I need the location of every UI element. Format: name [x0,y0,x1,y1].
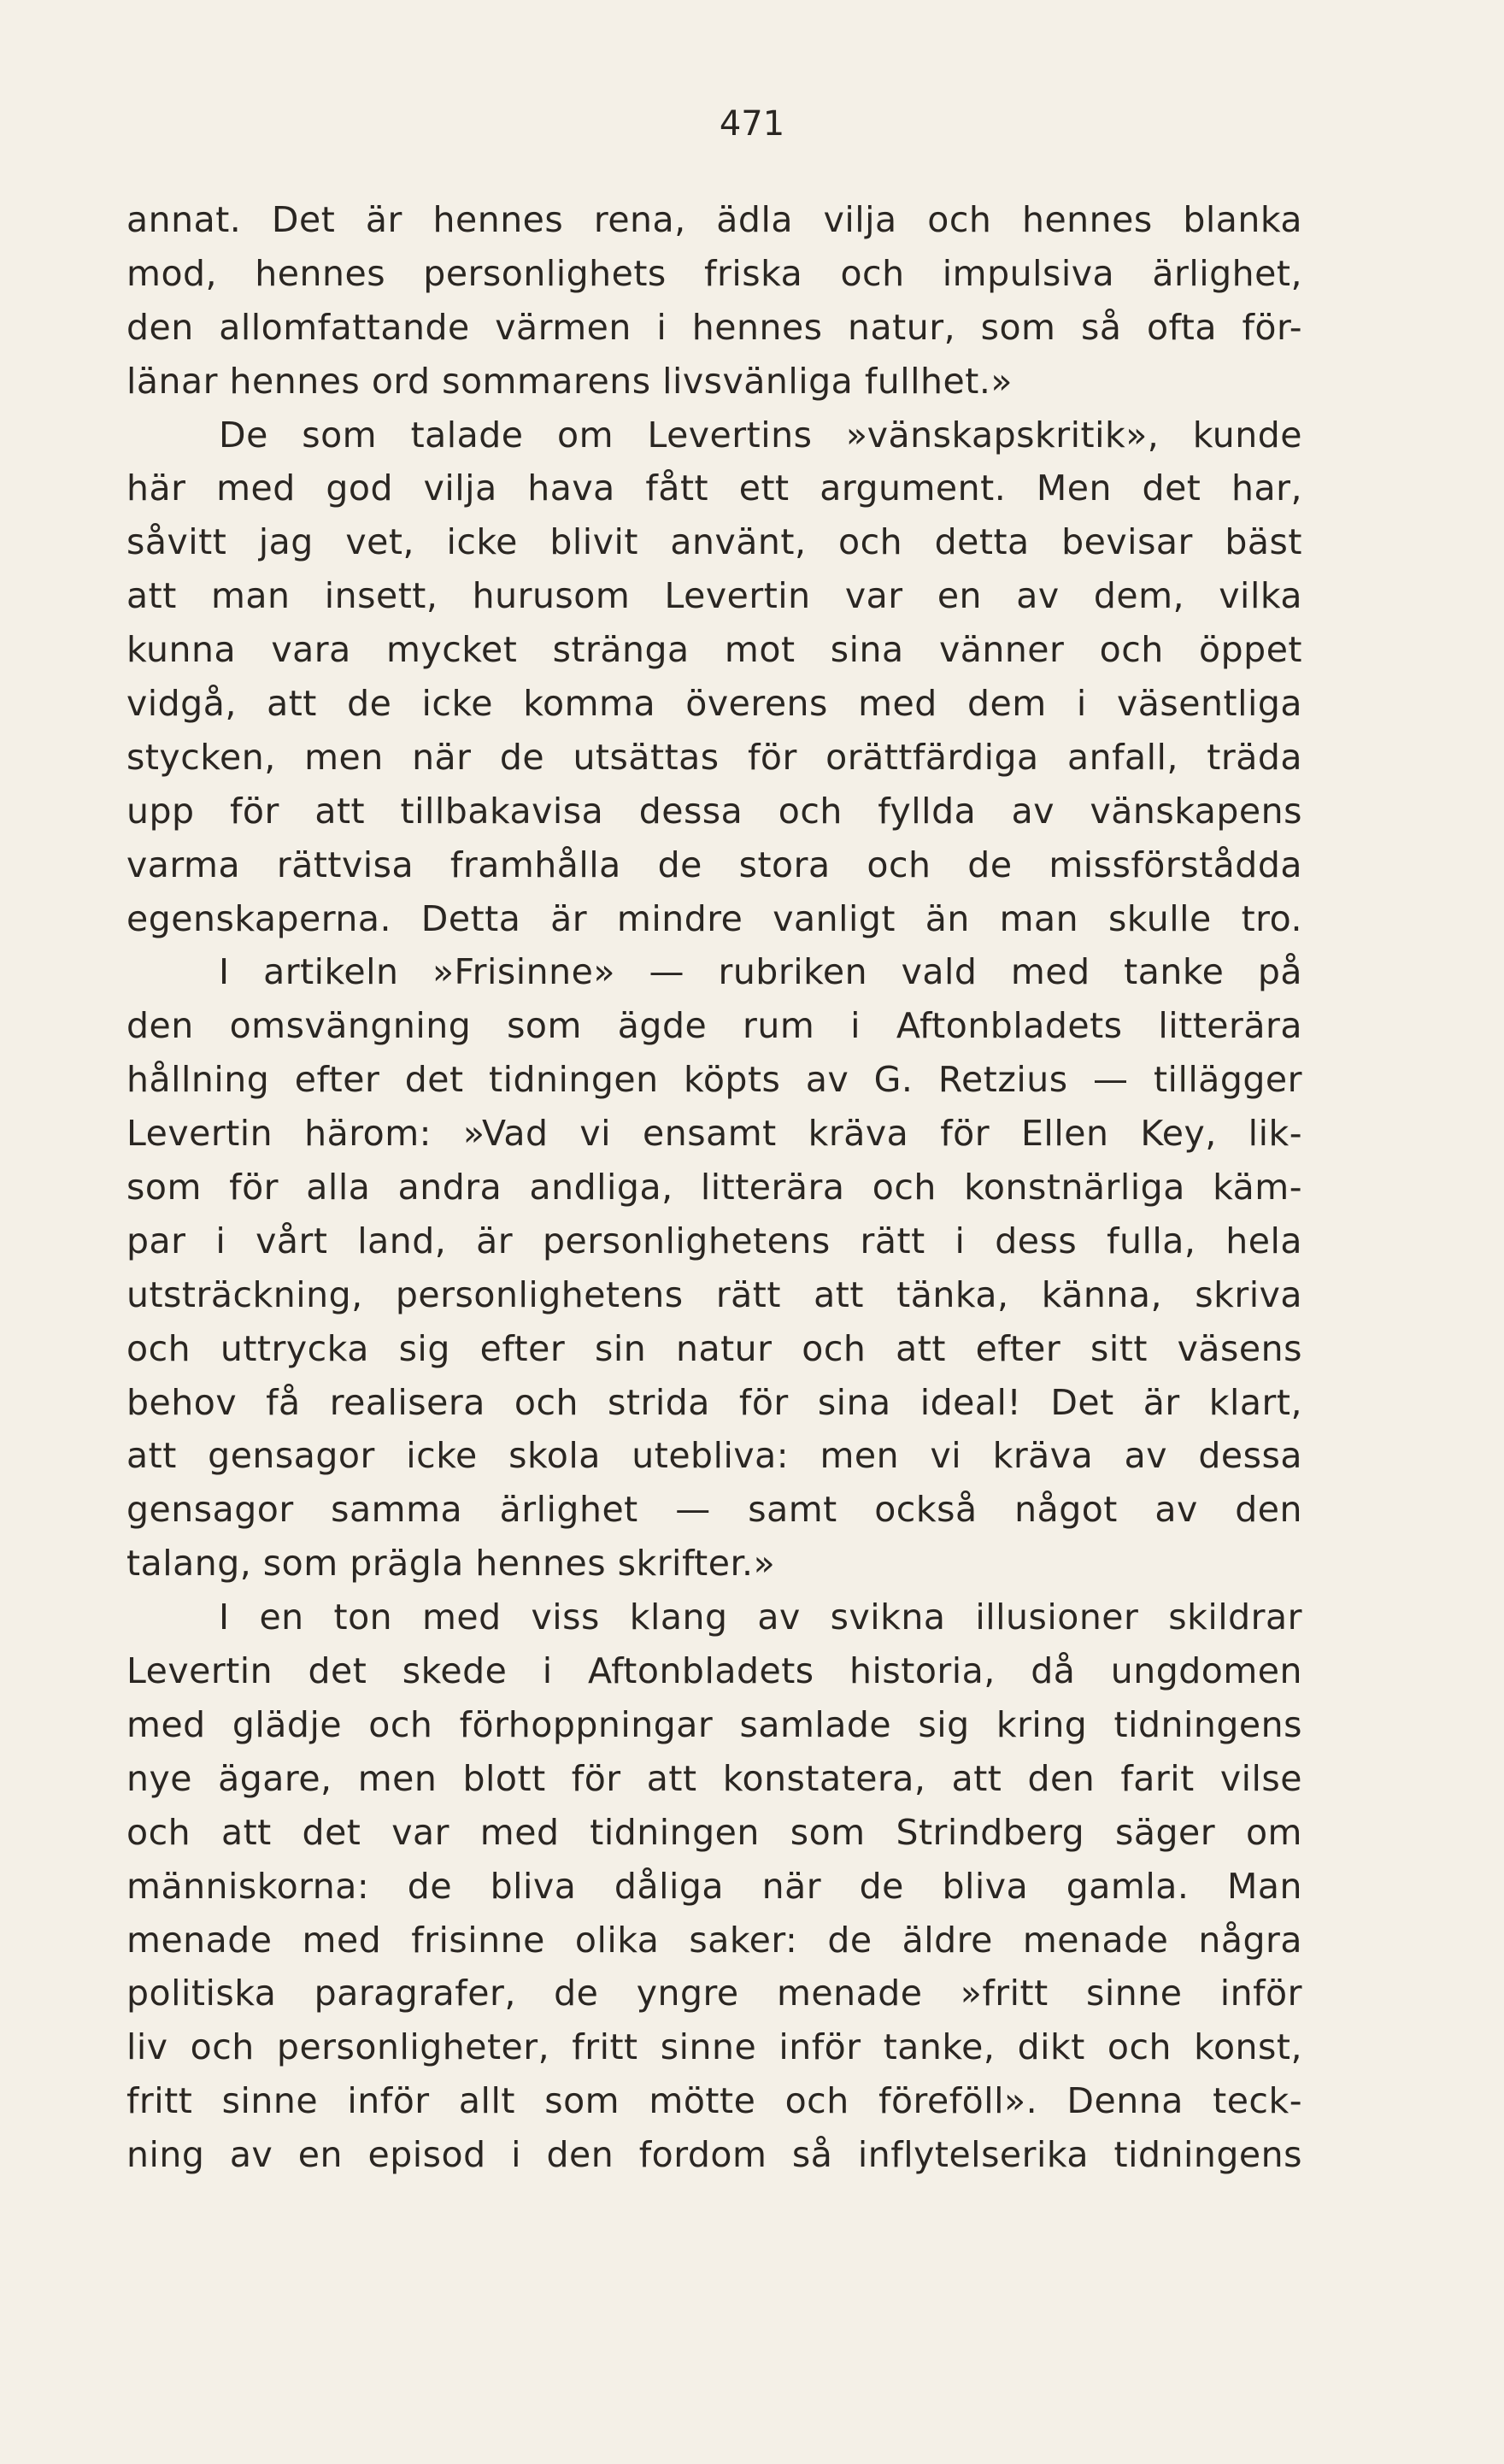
text-line: fritt sinne inför allt som mötte och föreföll». Denna teck- [126,2080,1302,2122]
text-line: upp för att tillbakavisa dessa och fyllda av vänskapens [126,790,1302,832]
text-line: kunna vara mycket stränga mot sina vänner och öppet [126,629,1302,671]
text-line: I en ton med viss klang av svikna illusioner skildrar [219,1597,1302,1638]
text-line: liv och personligheter, fritt sinne inför tanke, dikt och konst, [126,2026,1302,2068]
text-line: De som talade om Levertins »vänskapskritik», kunde [219,414,1302,456]
text-line: mod, hennes personlighets friska och impulsiva ärlighet, [126,252,1302,294]
text-line: par i vårt land, är personlighetens rätt i dess fulla, hela [126,1220,1302,1261]
text-line: behov få realisera och strida för sina ideal! Det är klart, [126,1381,1302,1423]
text-line: utsträckning, personlighetens rätt att tänka, känna, skriva [126,1273,1302,1315]
text-line: ning av en episod i den fordom så inflytelserika tidningens [126,2134,1302,2176]
text-line: människorna: de bliva dåliga när de bliva gamla. Man [126,1865,1302,1907]
text-line: politiska paragrafer, de yngre menade »fritt sinne inför [126,1973,1302,2014]
text-line: annat. Det är hennes rena, ädla vilja och hennes blanka [126,199,1302,240]
text-line: med glädje och förhoppningar samlade sig kring tidningens [126,1703,1302,1745]
text-line: och uttrycka sig efter sin natur och att efter sitt väsens [126,1327,1302,1369]
text-line: I artikeln »Frisinne» — rubriken vald med tanke på [219,951,1302,993]
text-line: och att det var med tidningen som Strindberg säger om [126,1811,1302,1853]
text-line: hållning efter det tidningen köpts av G. Retzius — tillägger [126,1059,1302,1101]
text-line: länar hennes ord sommarens livsvänliga fullhet.» [126,360,1013,402]
text-line: nye ägare, men blott för att konstatera, att den farit vilse [126,1757,1302,1799]
text-line: stycken, men när de utsättas för orättfärdiga anfall, träda [126,736,1302,778]
text-line: den omsvängning som ägde rum i Aftonbladets litterära [126,1005,1302,1047]
text-line: talang, som prägla hennes skrifter.» [126,1543,776,1585]
page-number: 471 [719,104,785,144]
text-line: här med god vilja hava fått ett argument. Men det har, [126,468,1302,509]
text-line: Levertin det skede i Aftonbladets historia, då ungdomen [126,1650,1302,1692]
body-text [126,193,1302,2182]
text-line: att man insett, hurusom Levertin var en av dem, vilka [126,575,1302,617]
text-line: såvitt jag vet, icke blivit använt, och detta bevisar bäst [126,521,1302,563]
text-line: varma rättvisa framhålla de stora och de missförstådda [126,844,1302,885]
text-line: att gensagor icke skola utebliva: men vi kräva av dessa [126,1435,1302,1477]
text-line: vidgå, att de icke komma överens med dem i väsentliga [126,683,1302,725]
text-line: den allomfattande värmen i hennes natur, som så ofta för- [126,306,1302,348]
text-line: gensagor samma ärlighet — samt också något av den [126,1489,1302,1531]
text-line: egenskaperna. Detta är mindre vanligt än man skulle tro. [126,897,1302,939]
text-line: Levertin härom: »Vad vi ensamt kräva för Ellen Key, lik- [126,1113,1302,1155]
text-line: som för alla andra andliga, litterära och konstnärliga käm- [126,1167,1302,1208]
text-line: menade med frisinne olika saker: de äldre menade några [126,1919,1302,1961]
